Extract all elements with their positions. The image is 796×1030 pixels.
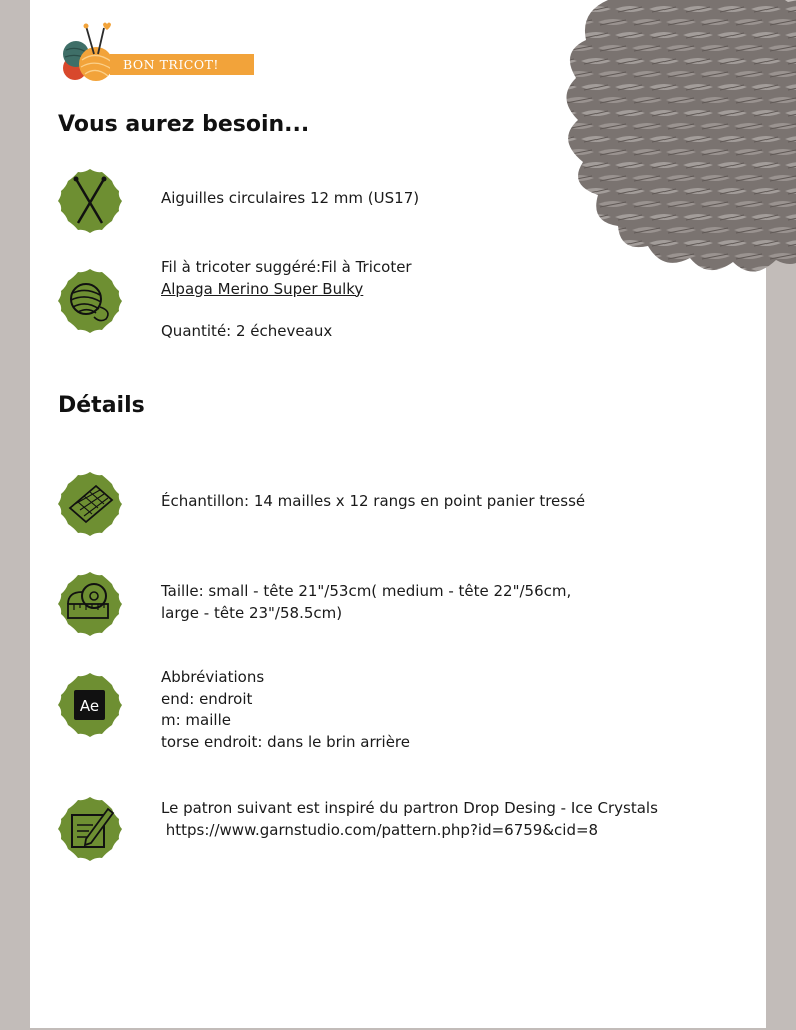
knitting-needles-icon <box>56 167 124 235</box>
size-line-1: Taille: small - tête 21"/53cm( medium - tête 22"/56cm, <box>161 582 572 600</box>
yarn-text <box>161 257 412 343</box>
knit-swatch-image <box>528 0 796 280</box>
needles-text <box>161 188 419 210</box>
pattern-source-url[interactable]: https://www.garnstudio.com/pattern.php?id=6759&cid=8 <box>161 820 599 839</box>
abbreviation-end: end: endroit <box>161 689 253 708</box>
section-title-details: Détails <box>58 393 145 418</box>
knit-swatch-icon <box>56 470 124 538</box>
abbreviations-text <box>161 667 410 753</box>
logo <box>58 20 258 84</box>
gauge-badge <box>56 470 124 538</box>
abbreviations-title: Abbréviations <box>161 668 265 686</box>
size-badge <box>56 570 124 638</box>
page <box>30 0 766 1028</box>
gauge-text <box>161 491 585 513</box>
ae-icon <box>56 671 124 739</box>
needles-badge <box>56 167 124 235</box>
size-line-2: large - tête 23"/58.5cm) <box>161 603 343 622</box>
pattern-source-line: Le patron suivant est inspiré du partron Drop Desing - Ice Crystals <box>161 799 658 817</box>
section-title-needs: Vous aurez besoin... <box>58 112 310 137</box>
abbreviations-badge <box>56 671 124 739</box>
abbreviation-torse: torse endroit: dans le brin arrière <box>161 732 411 751</box>
needles-line: Aiguilles circulaires 12 mm (US17) <box>161 189 420 207</box>
pattern-source-text <box>161 798 658 841</box>
ae-badge-label: Ae <box>79 697 100 715</box>
abbreviation-m: m: maille <box>161 711 231 729</box>
yarn-product-link[interactable]: Alpaga Merino Super Bulky <box>161 279 364 298</box>
gauge-line: Échantillon: 14 mailles x 12 rangs en point panier tressé <box>161 492 586 510</box>
size-text <box>161 581 571 624</box>
document-pencil-icon <box>56 795 124 863</box>
pattern-source-badge <box>56 795 124 863</box>
measuring-tape-icon <box>56 570 124 638</box>
yarn-ball-icon <box>56 267 124 335</box>
yarn-quantity: Quantité: 2 écheveaux <box>161 322 333 340</box>
yarn-suggested-line: Fil à tricoter suggéré:Fil à Tricoter <box>161 258 412 276</box>
logo-banner: BON TRICOT! <box>110 54 254 75</box>
yarn-badge <box>56 267 124 335</box>
